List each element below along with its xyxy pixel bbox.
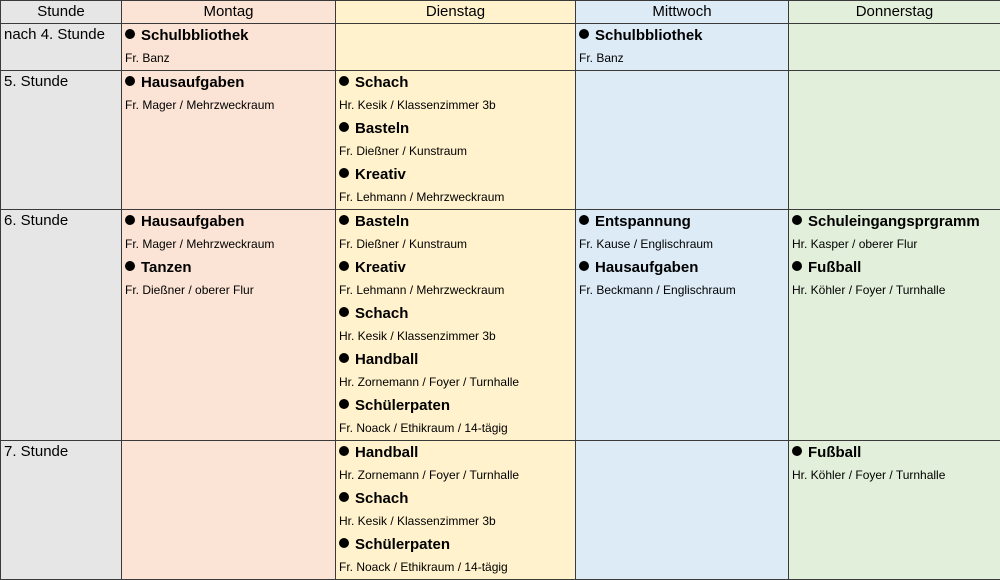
header-mittwoch: Mittwoch	[576, 1, 789, 24]
slot-cell	[789, 210, 1000, 441]
row-label: 7. Stunde	[1, 441, 121, 462]
activity-label: Handball	[355, 351, 418, 368]
activity-name	[339, 348, 575, 371]
activity-info: Hr. Zornemann / Foyer / Turnhalle	[339, 371, 575, 394]
row-label-cell	[1, 24, 122, 71]
row-label: nach 4. Stunde	[1, 24, 121, 45]
slot-cell	[789, 441, 1000, 580]
bullet-icon	[339, 215, 349, 225]
slot-cell	[576, 71, 789, 210]
activity-label: Basteln	[355, 120, 409, 137]
slot-cell	[336, 441, 576, 580]
activity-name	[339, 533, 575, 556]
slot-cell	[576, 441, 789, 580]
activity-label: Tanzen	[141, 259, 192, 276]
bullet-icon	[339, 353, 349, 363]
activity-entry	[336, 256, 575, 302]
slot-cell	[336, 71, 576, 210]
activity-name	[339, 394, 575, 417]
activity-entry	[336, 394, 575, 440]
activity-name	[579, 256, 788, 279]
activity-label: Schulbbliothek	[595, 27, 703, 44]
activity-name	[339, 487, 575, 510]
bullet-icon	[339, 122, 349, 132]
slot-cell	[122, 441, 336, 580]
bullet-icon	[792, 446, 802, 456]
header-donnerstag: Donnerstag	[789, 1, 1000, 24]
activity-name	[339, 256, 575, 279]
slot-cell	[122, 71, 336, 210]
activity-entry	[576, 210, 788, 256]
activity-name	[792, 210, 1000, 233]
activity-entry	[576, 256, 788, 302]
activity-name	[339, 302, 575, 325]
activity-name	[792, 441, 1000, 464]
bullet-icon	[339, 76, 349, 86]
activity-info: Fr. Dießner / Kunstraum	[339, 140, 575, 163]
slot-cell	[122, 24, 336, 71]
activity-entry	[122, 210, 335, 256]
activity-entry	[336, 210, 575, 256]
activity-label: Schülerpaten	[355, 536, 450, 553]
activity-info: Hr. Köhler / Foyer / Turnhalle	[792, 279, 1000, 302]
activity-label: Schuleingangsprgramm	[808, 213, 980, 230]
activity-name	[339, 441, 575, 464]
activity-name	[339, 117, 575, 140]
activity-entry	[789, 256, 1000, 302]
activity-info: Hr. Kasper / oberer Flur	[792, 233, 1000, 256]
slot-cell	[336, 210, 576, 441]
activity-name	[579, 210, 788, 233]
activity-entry	[789, 210, 1000, 256]
activity-entry	[122, 71, 335, 117]
header-row	[1, 1, 1000, 24]
table-row	[1, 210, 1000, 441]
table-row	[1, 441, 1000, 580]
slot-cell	[336, 24, 576, 71]
schedule-body	[1, 24, 1000, 580]
activity-entry	[336, 348, 575, 394]
row-label-cell	[1, 441, 122, 580]
slot-cell	[789, 24, 1000, 71]
bullet-icon	[339, 492, 349, 502]
activity-info: Fr. Banz	[579, 47, 788, 70]
activity-name	[125, 71, 335, 94]
activity-info: Fr. Dießner / oberer Flur	[125, 279, 335, 302]
bullet-icon	[339, 538, 349, 548]
row-label: 6. Stunde	[1, 210, 121, 231]
activity-entry	[336, 487, 575, 533]
activity-entry	[336, 163, 575, 209]
activity-name	[339, 71, 575, 94]
table-row	[1, 71, 1000, 210]
activity-label: Kreativ	[355, 259, 406, 276]
activity-entry	[122, 256, 335, 302]
bullet-icon	[125, 29, 135, 39]
bullet-icon	[792, 215, 802, 225]
bullet-icon	[792, 261, 802, 271]
activity-entry	[789, 441, 1000, 487]
activity-info: Hr. Zornemann / Foyer / Turnhalle	[339, 464, 575, 487]
activity-entry	[122, 24, 335, 70]
activity-info: Hr. Kesik / Klassenzimmer 3b	[339, 325, 575, 348]
slot-cell	[576, 24, 789, 71]
activity-name	[339, 210, 575, 233]
activity-entry	[336, 71, 575, 117]
table-row	[1, 24, 1000, 71]
bullet-icon	[579, 215, 589, 225]
activity-entry	[336, 441, 575, 487]
activity-label: Schach	[355, 74, 408, 91]
activity-label: Schülerpaten	[355, 397, 450, 414]
bullet-icon	[339, 446, 349, 456]
bullet-icon	[339, 168, 349, 178]
activity-info: Fr. Lehmann / Mehrzweckraum	[339, 186, 575, 209]
bullet-icon	[579, 29, 589, 39]
activity-entry	[336, 302, 575, 348]
row-label: 5. Stunde	[1, 71, 121, 92]
activity-name	[579, 24, 788, 47]
activity-label: Hausaufgaben	[141, 213, 244, 230]
slot-cell	[576, 210, 789, 441]
activity-info: Fr. Banz	[125, 47, 335, 70]
bullet-icon	[125, 76, 135, 86]
row-label-cell	[1, 210, 122, 441]
activity-label: Handball	[355, 444, 418, 461]
bullet-icon	[339, 261, 349, 271]
activity-name	[125, 24, 335, 47]
activity-name	[125, 210, 335, 233]
bullet-icon	[125, 261, 135, 271]
activity-label: Schach	[355, 490, 408, 507]
activity-label: Fußball	[808, 259, 861, 276]
activity-info: Fr. Noack / Ethikraum / 14-tägig	[339, 417, 575, 440]
activity-name	[792, 256, 1000, 279]
slot-cell	[789, 71, 1000, 210]
activity-label: Basteln	[355, 213, 409, 230]
activity-info: Fr. Dießner / Kunstraum	[339, 233, 575, 256]
activity-label: Schach	[355, 305, 408, 322]
bullet-icon	[339, 399, 349, 409]
activity-entry	[336, 117, 575, 163]
activity-label: Hausaufgaben	[595, 259, 698, 276]
activity-info: Fr. Mager / Mehrzweckraum	[125, 94, 335, 117]
activity-name	[125, 256, 335, 279]
activity-info: Fr. Noack / Ethikraum / 14-tägig	[339, 556, 575, 579]
activity-info: Fr. Lehmann / Mehrzweckraum	[339, 279, 575, 302]
activity-info: Fr. Kause / Englischraum	[579, 233, 788, 256]
activity-entry	[576, 24, 788, 70]
slot-cell	[122, 210, 336, 441]
activity-label: Hausaufgaben	[141, 74, 244, 91]
header-montag: Montag	[122, 1, 336, 24]
activity-label: Fußball	[808, 444, 861, 461]
bullet-icon	[339, 307, 349, 317]
activity-label: Entspannung	[595, 213, 691, 230]
header-dienstag: Dienstag	[336, 1, 576, 24]
activity-info: Hr. Kesik / Klassenzimmer 3b	[339, 510, 575, 533]
activity-info: Hr. Köhler / Foyer / Turnhalle	[792, 464, 1000, 487]
activity-label: Kreativ	[355, 166, 406, 183]
bullet-icon	[579, 261, 589, 271]
activity-label: Schulbbliothek	[141, 27, 249, 44]
activity-info: Hr. Kesik / Klassenzimmer 3b	[339, 94, 575, 117]
bullet-icon	[125, 215, 135, 225]
row-label-cell	[1, 71, 122, 210]
activity-info: Fr. Mager / Mehrzweckraum	[125, 233, 335, 256]
header-stunde: Stunde	[1, 1, 122, 24]
activity-info: Fr. Beckmann / Englischraum	[579, 279, 788, 302]
activity-entry	[336, 533, 575, 579]
activity-name	[339, 163, 575, 186]
